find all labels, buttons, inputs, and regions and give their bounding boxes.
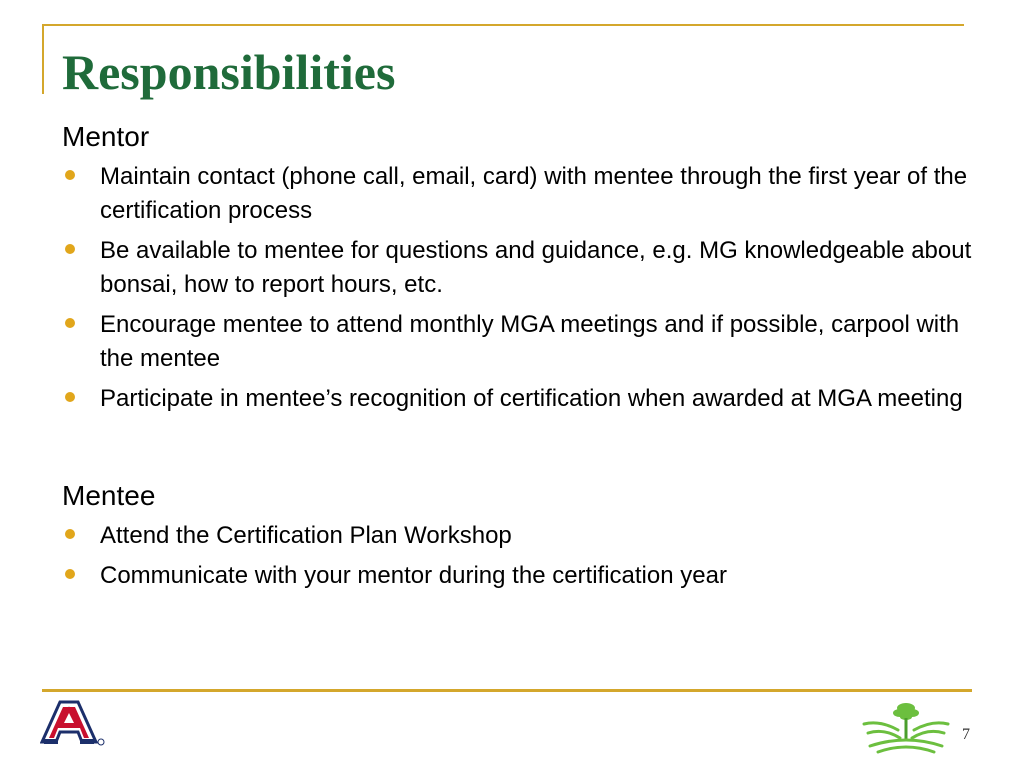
bullet-text: Attend the Certification Plan Workshop bbox=[100, 522, 512, 549]
bullet-dot-icon bbox=[65, 244, 75, 254]
mentee-section bbox=[62, 477, 972, 593]
bullet-text: Communicate with your mentor during the certification year bbox=[100, 562, 727, 589]
section-heading-mentee: Mentee bbox=[62, 480, 156, 511]
top-accent-line bbox=[42, 24, 964, 26]
mentee-bullet-list bbox=[62, 519, 972, 593]
bullet-item bbox=[62, 519, 972, 553]
bullet-dot-icon bbox=[65, 529, 75, 539]
bullet-item bbox=[62, 160, 972, 228]
bullet-dot-icon bbox=[65, 170, 75, 180]
bullet-text: Be available to mentee for questions and guidance, e.g. MG knowledgeable about bonsai, how to report hours, etc. bbox=[100, 237, 972, 298]
footer-accent-line bbox=[42, 689, 972, 692]
bullet-dot-icon bbox=[65, 569, 75, 579]
bullet-item bbox=[62, 382, 972, 416]
bullet-text: Maintain contact (phone call, email, card) with mentee through the first year of the certification process bbox=[100, 163, 968, 224]
bullet-item bbox=[62, 234, 972, 302]
bullet-item bbox=[62, 308, 972, 376]
master-gardener-tree-logo-icon bbox=[860, 700, 952, 756]
bullet-text: Encourage mentee to attend monthly MGA meetings and if possible, carpool with the mentee bbox=[100, 311, 960, 372]
bullet-dot-icon bbox=[65, 318, 75, 328]
section-heading-mentor: Mentor bbox=[62, 121, 150, 152]
slide-body bbox=[62, 118, 972, 593]
bullet-dot-icon bbox=[65, 392, 75, 402]
page-number: 7 bbox=[962, 726, 970, 743]
university-of-arizona-a-logo-icon bbox=[40, 698, 106, 746]
mentor-bullet-list bbox=[62, 160, 972, 416]
left-accent-line bbox=[42, 24, 44, 94]
mentor-section bbox=[62, 118, 972, 416]
slide-title: Responsibilities bbox=[62, 44, 396, 100]
bullet-text: Participate in mentee’s recognition of certification when awarded at MGA meeting bbox=[100, 385, 963, 412]
bullet-item bbox=[62, 559, 972, 593]
